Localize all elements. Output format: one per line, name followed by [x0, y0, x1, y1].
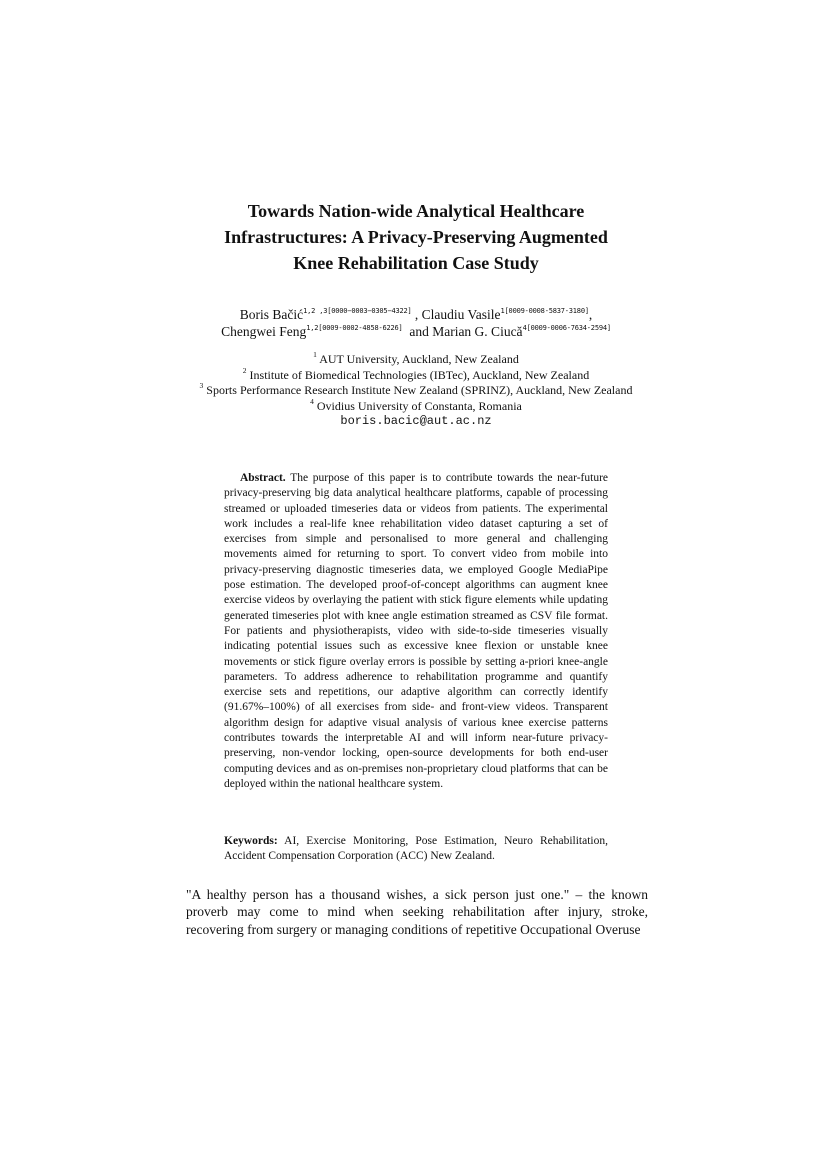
keywords-label: Keywords: — [224, 835, 278, 847]
affiliation-number: 2 — [242, 365, 247, 375]
title-line-3: Knee Rehabilitation Case Study — [293, 253, 539, 273]
affiliation-text: Institute of Biomedical Technologies (IBTec), Auckland, New Zealand — [246, 367, 590, 382]
title-line-2: Infrastructures: A Privacy-Preserving Augmented — [224, 227, 608, 247]
author-affiliation-orcid: 1,2[0009-0002-4858-6226] — [306, 324, 403, 332]
author-separator: , — [588, 307, 593, 322]
abstract-text: The purpose of this paper is to contribute towards the near-future privacy-preserving big data analytical healthcare platforms, capable of processing streamed or uploaded timeseries data or videos from patients. The experimental work includes a real-life knee rehabilitation video dataset capturing a set of exercises from simple and personalised to more general and challenging movements aimed for returning to sport. To convert video from mobile into privacy-preserving diagnostic timeseries data, we employed Google MediaPipe pose estimation. The developed proof-of-concept algorithms can augment knee exercise videos by overlaying the patient with stick figure elements while updating generated timeseries plot with knee angle estimation streamed as CSV file format. For patients and physiotherapists, video with side-to-side timeseries visually indicating potential issues such as excessive knee flexion or unstable knee movements or stick figure overlay errors is possible by setting a-priori knee-angle parameters. To address adherence to rehabilitation programme and quantify exercise sets and repetitions, our adaptive algorithm can correctly identify (91.67%–100%) of all exercises from side- and front-view videos. Transparent algorithm design for adaptive visual analysis of various knee exercise patterns contributes towards the interpretable AI and will inform near-future privacy-preserving, non-vendor locking, open-source developments for both end-user computing devices and as on-premises non-proprietary cloud platforms that can be deployed within the national healthcare system. — [224, 472, 608, 790]
author-name: Boris Bačić — [239, 307, 304, 322]
affiliation-number: 4 — [310, 396, 314, 406]
affiliation-text: AUT University, Auckland, New Zealand — [316, 352, 519, 366]
author-line-2 — [120, 323, 712, 340]
contact-email[interactable]: boris.bacic@aut.ac.nz — [340, 414, 492, 429]
abstract — [224, 471, 608, 792]
author-affiliation-orcid: 1,2 ,3[0000−0003−0305−4322] — [303, 307, 412, 315]
author-separator: , — [411, 307, 422, 322]
author-separator: and — [402, 324, 433, 339]
affiliation-list — [120, 352, 712, 430]
author-affiliation-orcid: 4[0009-0006-7634-2594] — [522, 324, 611, 332]
author-name: Marian G. Ciucă — [432, 324, 523, 339]
affiliation-1 — [120, 352, 712, 368]
keywords — [224, 834, 608, 865]
author-line-1 — [120, 306, 712, 323]
author-name: Chengwei Feng — [221, 324, 307, 339]
affiliation-number: 1 — [313, 350, 317, 359]
affiliation-text: Ovidius University of Constanta, Romania — [313, 398, 522, 413]
title-line-1: Towards Nation-wide Analytical Healthcare — [247, 201, 585, 221]
paper-title — [140, 198, 692, 276]
affiliation-3 — [120, 383, 712, 399]
author-name: Claudiu Vasile — [421, 307, 501, 322]
body-paragraph: "A healthy person has a thousand wishes, a sick person just one." – the known proverb may come to mind when seeking rehabilitation after injury, stroke, recovering from surgery or managing conditions of repetitive Occupational Overuse — [186, 887, 648, 937]
affiliation-2 — [120, 365, 712, 384]
abstract-label: Abstract. — [240, 472, 286, 484]
affiliation-text: Sports Performance Research Institute New Zealand (SPRINZ), Auckland, New Zealand — [203, 383, 633, 398]
author-list — [120, 306, 712, 340]
keywords-text: AI, Exercise Monitoring, Pose Estimation, Neuro Rehabilitation, Accident Compensation Corporation (ACC) New Zealand. — [224, 835, 608, 863]
affiliation-4 — [120, 396, 712, 415]
affiliation-number: 3 — [199, 381, 204, 391]
author-affiliation-orcid: 1[0009-0008-5837-3180] — [500, 307, 589, 315]
